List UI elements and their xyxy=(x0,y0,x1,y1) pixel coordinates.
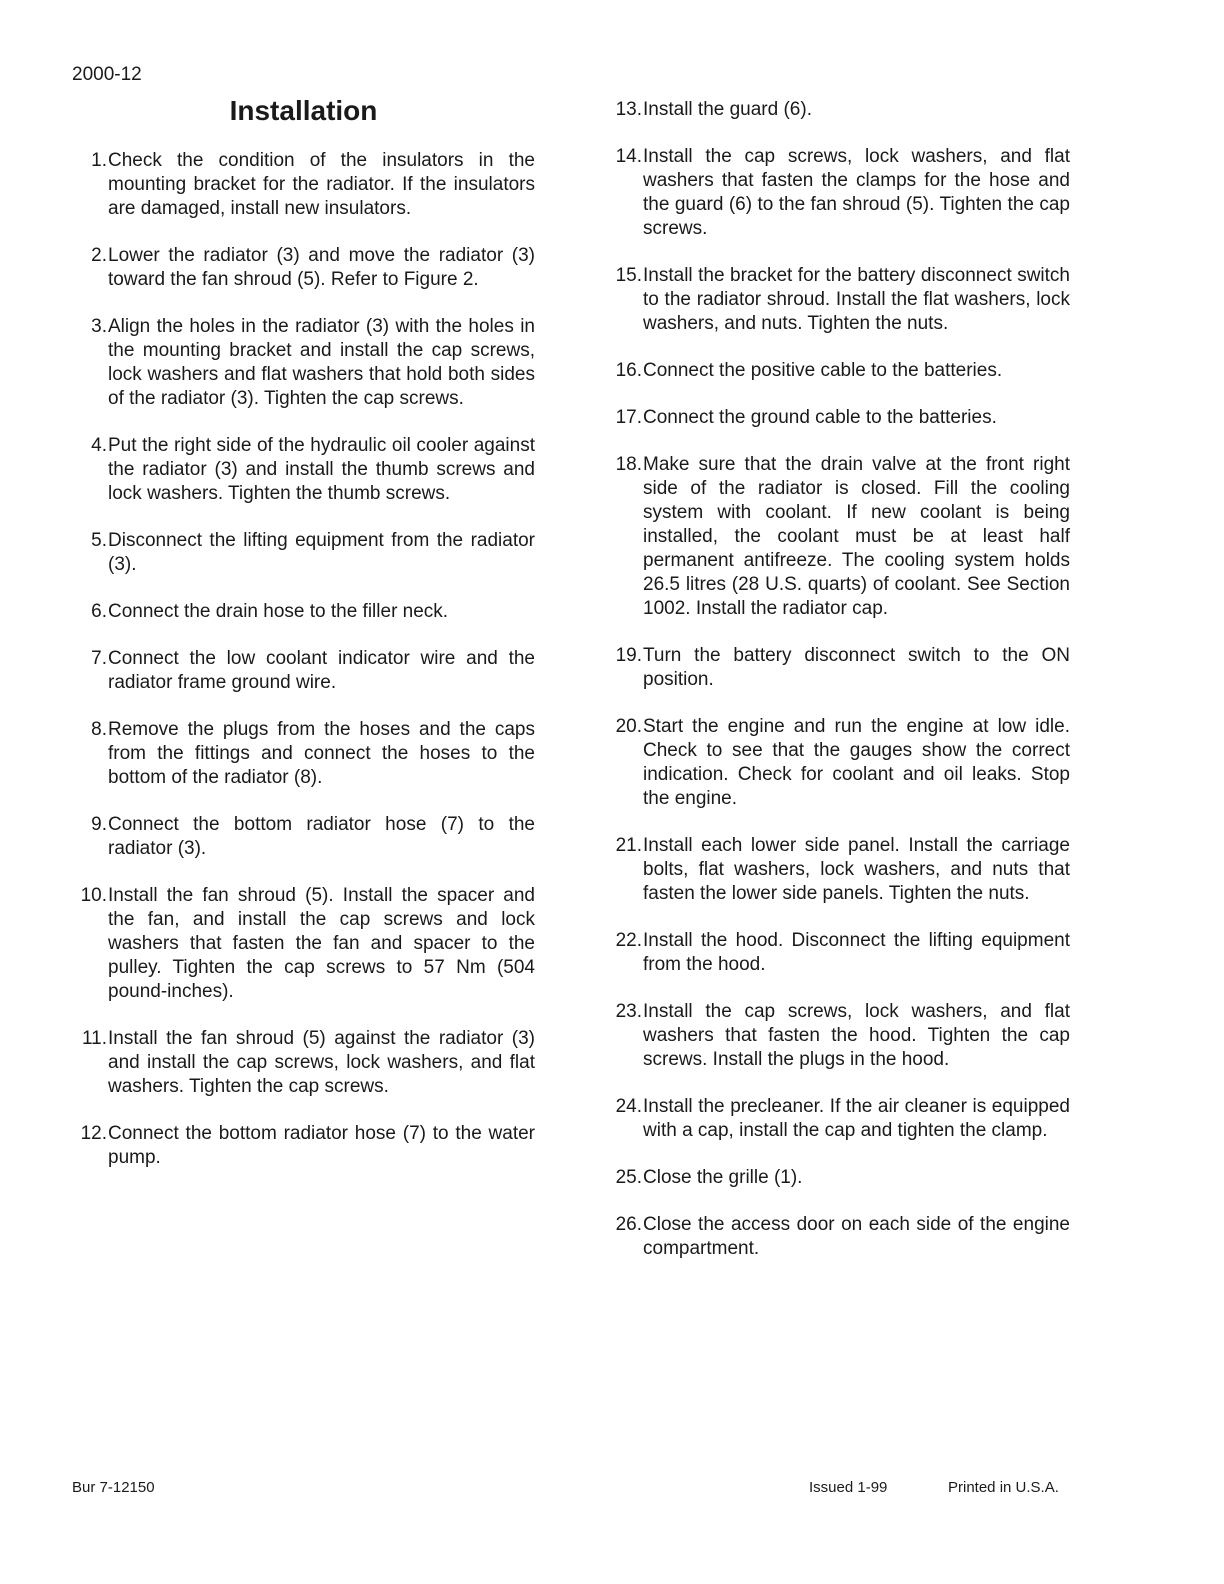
step-item xyxy=(607,145,1070,241)
step-item xyxy=(607,98,1070,122)
step-text: Start the engine and run the engine at low idle. Check to see that the gauges show the correct indication. Check for coolant and oil leaks. Stop the engine. xyxy=(643,716,1070,809)
step-item xyxy=(607,1000,1070,1072)
step-text: Make sure that the drain valve at the front right side of the radiator is closed. Fill the cooling system with coolant. If new coolant is being installed, the coolant must be at least half permanent antifreeze. The cooling system holds 26.5 litres (28 U.S. quarts) of coolant. See Section 1002. Install the radiator cap. xyxy=(643,454,1070,619)
step-item xyxy=(72,884,535,1004)
step-number: 16. xyxy=(615,360,642,381)
step-number: 5. xyxy=(91,530,107,551)
step-number: 14. xyxy=(615,146,642,167)
step-item xyxy=(72,529,535,577)
step-number: 18. xyxy=(615,454,642,475)
step-number: 25. xyxy=(615,1167,642,1188)
step-text: Close the grille (1). xyxy=(643,1167,803,1188)
step-item xyxy=(607,715,1070,811)
step-text: Install the bracket for the battery disconnect switch to the radiator shroud. Install the flat washers, lock washers, and nuts. Tighten the nuts. xyxy=(643,265,1070,334)
step-text: Install the precleaner. If the air cleaner is equipped with a cap, install the cap and tighten the clamp. xyxy=(643,1096,1070,1141)
step-text: Install the guard (6). xyxy=(643,99,812,120)
step-number: 7. xyxy=(91,648,107,669)
step-item xyxy=(607,359,1070,383)
step-text: Install the hood. Disconnect the lifting equipment from the hood. xyxy=(643,930,1070,975)
step-item xyxy=(607,1213,1070,1261)
step-text: Put the right side of the hydraulic oil cooler against the radiator (3) and install the thumb screws and lock washers. Tighten the thumb screws. xyxy=(108,435,535,504)
step-number: 10. xyxy=(80,885,107,906)
step-text: Align the holes in the radiator (3) with the holes in the mounting bracket and install the cap screws, lock washers and flat washers that hold both sides of the radiator (3). Tighten the cap screws. xyxy=(108,316,535,409)
step-text: Connect the ground cable to the batteries. xyxy=(643,407,997,428)
step-item xyxy=(72,244,535,292)
step-number: 22. xyxy=(615,930,642,951)
step-text: Install the fan shroud (5) against the radiator (3) and install the cap screws, lock washers, and flat washers. Tighten the cap screws. xyxy=(108,1028,535,1097)
step-text: Connect the bottom radiator hose (7) to the radiator (3). xyxy=(108,814,535,859)
step-number: 17. xyxy=(615,407,642,428)
step-number: 8. xyxy=(91,719,107,740)
footer-printed: Printed in U.S.A. xyxy=(948,1479,1059,1496)
step-item xyxy=(607,644,1070,692)
step-number: 6. xyxy=(91,601,107,622)
step-text: Install the cap screws, lock washers, and flat washers that fasten the hood. Tighten the cap screws. Install the plugs in the hood. xyxy=(643,1001,1070,1070)
step-text: Install each lower side panel. Install the carriage bolts, flat washers, lock washers, and nuts that fasten the lower side panels. Tighten the nuts. xyxy=(643,835,1070,904)
step-number: 9. xyxy=(91,814,107,835)
step-item xyxy=(607,929,1070,977)
step-item xyxy=(607,406,1070,430)
step-text: Install the cap screws, lock washers, and flat washers that fasten the clamps for the hose and the guard (6) to the fan shroud (5). Tighten the cap screws. xyxy=(643,146,1070,239)
step-text: Close the access door on each side of the engine compartment. xyxy=(643,1214,1070,1259)
step-text: Disconnect the lifting equipment from the radiator (3). xyxy=(108,530,535,575)
step-number: 2. xyxy=(91,245,107,266)
step-item xyxy=(72,149,535,221)
step-number: 1. xyxy=(91,150,107,171)
section-title: Installation xyxy=(229,95,378,126)
step-number: 21. xyxy=(615,835,642,856)
step-item xyxy=(607,264,1070,336)
step-text: Remove the plugs from the hoses and the caps from the fittings and connect the hoses to the bottom of the radiator (8). xyxy=(108,719,535,788)
step-item xyxy=(72,1027,535,1099)
step-number: 4. xyxy=(91,435,107,456)
steps-list-right xyxy=(607,98,1070,1284)
step-item xyxy=(72,813,535,861)
step-text: Lower the radiator (3) and move the radiator (3) toward the fan shroud (5). Refer to Figure 2. xyxy=(108,245,535,290)
step-number: 23. xyxy=(615,1001,642,1022)
step-item xyxy=(72,718,535,790)
step-item xyxy=(72,647,535,695)
step-number: 15. xyxy=(615,265,642,286)
step-item xyxy=(607,453,1070,621)
step-number: 20. xyxy=(615,716,642,737)
step-text: Connect the low coolant indicator wire and the radiator frame ground wire. xyxy=(108,648,535,693)
step-number: 3. xyxy=(91,316,107,337)
step-item xyxy=(72,434,535,506)
step-number: 24. xyxy=(615,1096,642,1117)
step-number: 19. xyxy=(615,645,642,666)
step-number: 12. xyxy=(80,1123,107,1144)
footer-doc-id: Bur 7-12150 xyxy=(72,1479,155,1496)
step-text: Install the fan shroud (5). Install the spacer and the fan, and install the cap screws and lock washers that fasten the fan and spacer to the pulley. Tighten the cap screws to 57 Nm (504 pound-inches). xyxy=(108,885,535,1002)
step-item xyxy=(72,315,535,411)
step-text: Check the condition of the insulators in the mounting bracket for the radiator. If the insulators are damaged, install new insulators. xyxy=(108,150,535,219)
steps-list-left xyxy=(72,149,535,1193)
step-text: Connect the drain hose to the filler neck. xyxy=(108,601,449,622)
step-number: 26. xyxy=(615,1214,642,1235)
step-text: Connect the positive cable to the batteries. xyxy=(643,360,1003,381)
step-text: Connect the bottom radiator hose (7) to the water pump. xyxy=(108,1123,535,1168)
step-item xyxy=(72,1122,535,1170)
step-item xyxy=(607,1166,1070,1190)
step-text: Turn the battery disconnect switch to the ON position. xyxy=(643,645,1070,690)
step-number: 11. xyxy=(81,1028,107,1049)
page-number: 2000-12 xyxy=(72,64,142,85)
step-item xyxy=(607,1095,1070,1143)
step-number: 13. xyxy=(615,99,642,120)
step-item xyxy=(607,834,1070,906)
step-item xyxy=(72,600,535,624)
footer-issued: Issued 1-99 xyxy=(809,1479,888,1496)
